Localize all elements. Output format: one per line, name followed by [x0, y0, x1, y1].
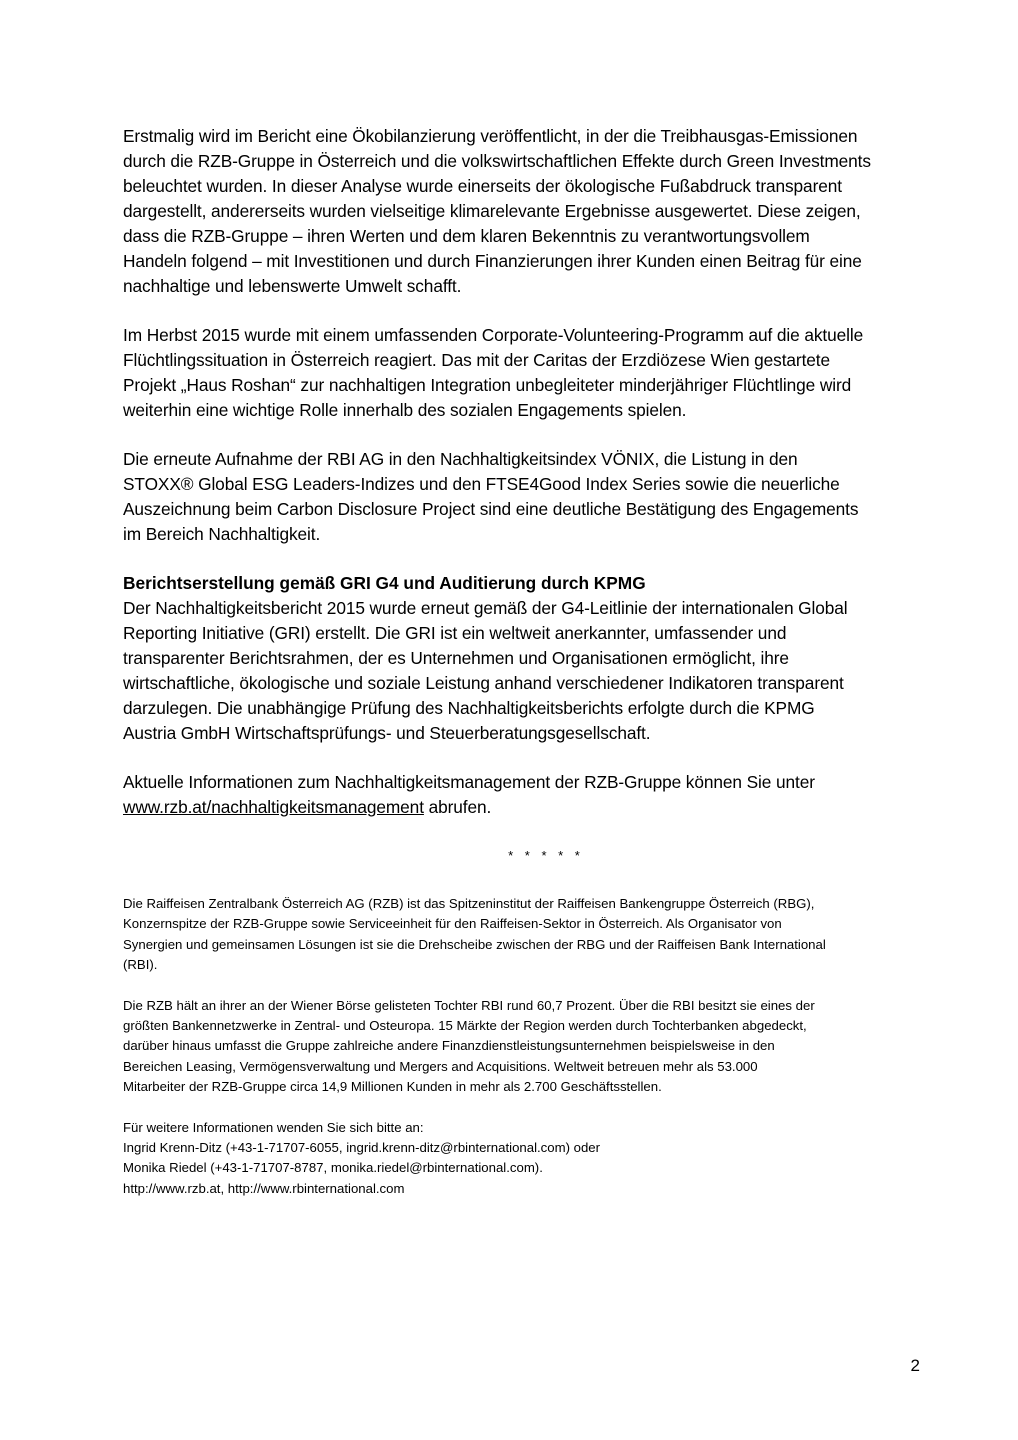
contact-ingrid: Ingrid Krenn-Ditz (+43-1-71707-6055, ingrid.krenn-ditz@rbinternational.com) oder	[123, 1140, 601, 1156]
contact-info	[123, 1118, 923, 1200]
text-line: dargestellt, andererseits wurden vielseitige klimarelevante Ergebnisse ausgewertet. Diese zeigen,	[123, 201, 861, 221]
text-line: weiterhin eine wichtige Rolle innerhalb des sozialen Engagements spielen.	[123, 400, 687, 420]
text-line: Flüchtlingssituation in Österreich reagiert. Das mit der Caritas der Erzdiözese Wien gestartete	[123, 350, 831, 370]
text-line: größten Bankennetzwerke in Zentral- und Osteuropa. 15 Märkte der Region werden durch Tochterbanken abgedeckt,	[123, 1018, 807, 1034]
text-line: Der Nachhaltigkeitsbericht 2015 wurde erneut gemäß der G4-Leitlinie der internationalen Global	[123, 598, 848, 618]
text-line: (RBI).	[123, 957, 158, 973]
text-line: durch die RZB-Gruppe in Österreich und die volkswirtschaftlichen Effekte durch Green Investments	[123, 151, 871, 171]
text-line: dass die RZB-Gruppe – ihren Werten und dem klaren Bekenntnis zu verantwortungsvollem	[123, 226, 810, 246]
text-line: wirtschaftliche, ökologische und soziale Leistung anhand verschiedener Indikatoren transparent	[123, 673, 844, 693]
text-line: transparenter Berichtsrahmen, der es Unternehmen und Organisationen ermöglicht, ihre	[123, 648, 789, 668]
paragraph-indices	[123, 447, 923, 547]
page-number: 2	[910, 1356, 920, 1375]
text-line	[123, 795, 923, 820]
text-line: darüber hinaus umfasst die Gruppe zahlreiche andere Finanzdienstleistungsunternehmen beispielsweise in den	[123, 1038, 775, 1054]
paragraph-info-link	[123, 770, 923, 820]
text-line: Projekt „Haus Roshan“ zur nachhaltigen Integration unbegleiteter minderjähriger Flüchtlinge wird	[123, 375, 852, 395]
boilerplate-rzb	[123, 894, 923, 976]
text-line: Bereichen Leasing, Vermögensverwaltung und Mergers and Acquisitions. Weltweit betreuen mehr als 53.000	[123, 1058, 758, 1074]
paragraph-corporate-volunteering	[123, 323, 923, 423]
text-line: Die erneute Aufnahme der RBI AG in den Nachhaltigkeitsindex VÖNIX, die Listung in den	[123, 449, 798, 469]
text-line: Erstmalig wird im Bericht eine Ökobilanzierung veröffentlicht, in der die Treibhausgas-Emissionen	[123, 126, 858, 146]
contact-urls: http://www.rzb.at, http://www.rbinternational.com	[123, 1180, 405, 1196]
text-line: darzulegen. Die unabhängige Prüfung des Nachhaltigkeitsberichts erfolgte durch die KPMG	[123, 698, 815, 718]
section-heading: Berichtserstellung gemäß GRI G4 und Auditierung durch KPMG	[123, 573, 646, 593]
text-line: im Bereich Nachhaltigkeit.	[123, 524, 321, 544]
nachhaltigkeitsmanagement-link[interactable]: www.rzb.at/nachhaltigkeitsmanagement	[123, 797, 424, 817]
text-line: Austria GmbH Wirtschaftsprüfungs- und Steuerberatungsgesellschaft.	[123, 723, 651, 743]
text-line: STOXX® Global ESG Leaders-Indizes und den FTSE4Good Index Series sowie die neuerliche	[123, 474, 840, 494]
text-line: Mitarbeiter der RZB-Gruppe circa 14,9 Millionen Kunden in mehr als 2.700 Geschäftsstellen.	[123, 1079, 662, 1095]
text-line: nachhaltige und lebenswerte Umwelt schafft.	[123, 276, 462, 296]
text-line: Aktuelle Informationen zum Nachhaltigkeitsmanagement der RZB-Gruppe können Sie unter	[123, 772, 815, 792]
paragraph-oekobilanz	[123, 124, 923, 299]
text-line: Im Herbst 2015 wurde mit einem umfassenden Corporate-Volunteering-Programm auf die aktuelle	[123, 325, 864, 345]
text-line: Handeln folgend – mit Investitionen und durch Finanzierungen ihrer Kunden einen Beitrag für eine	[123, 251, 862, 271]
text-line: Auszeichnung beim Carbon Disclosure Project sind eine deutliche Bestätigung des Engagements	[123, 499, 859, 519]
text-line: Reporting Initiative (GRI) erstellt. Die GRI ist ein weltweit anerkannter, umfassender und	[123, 623, 787, 643]
text-line: Synergien und gemeinsamen Lösungen ist sie die Drehscheibe zwischen der RBG und der Raiffeisen Bank International	[123, 936, 826, 952]
boilerplate-block	[123, 894, 923, 1219]
contact-monika: Monika Riedel (+43-1-71707-8787, monika.riedel@rbinternational.com).	[123, 1160, 543, 1176]
separator-stars: * * * * *	[508, 848, 584, 863]
text-line: Die RZB hält an ihrer an der Wiener Börse gelisteten Tochter RBI rund 60,7 Prozent. Über die RBI besitzt sie eines der	[123, 997, 815, 1013]
document-body	[123, 124, 923, 1196]
text-line: Die Raiffeisen Zentralbank Österreich AG (RZB) ist das Spitzeninstitut der Raiffeisen Bankengruppe Österreich (RBG),	[123, 896, 815, 911]
text-line: Für weitere Informationen wenden Sie sich bitte an:	[123, 1119, 424, 1135]
boilerplate-rbi	[123, 996, 923, 1098]
text-line: Konzernspitze der RZB-Gruppe sowie Serviceeinheit für den Raiffeisen-Sektor in Österreich. Als Organisator von	[123, 916, 782, 932]
text-line: beleuchtet wurden. In dieser Analyse wurde einerseits der ökologische Fußabdruck transparent	[123, 176, 842, 196]
text-suffix: abrufen.	[423, 797, 492, 817]
paragraph-gri	[123, 596, 923, 746]
